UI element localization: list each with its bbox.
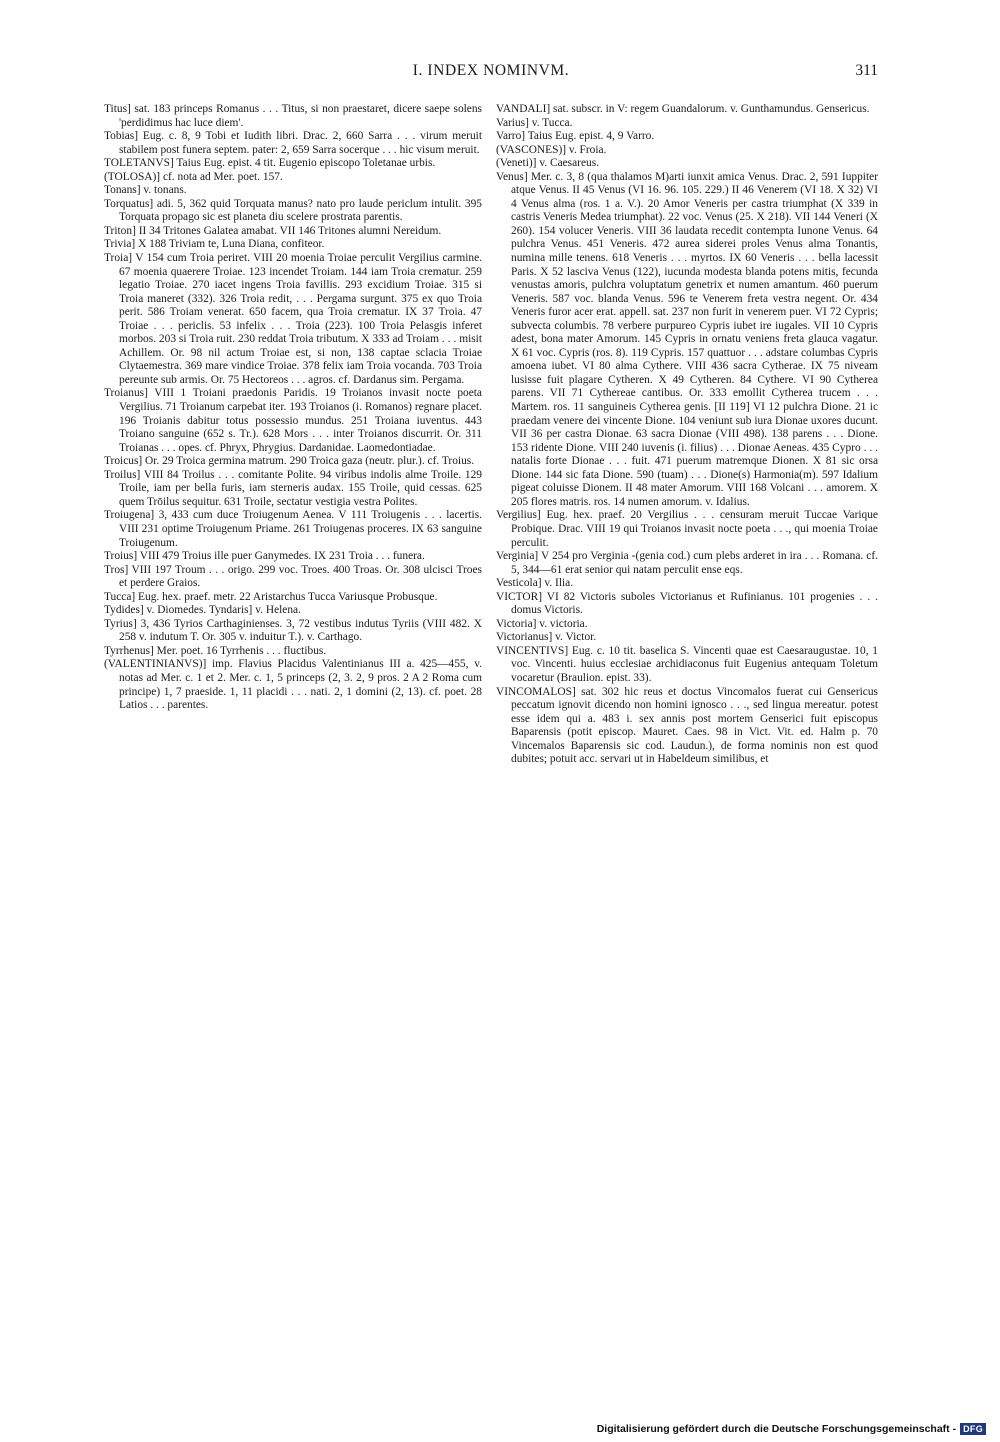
index-entry: Troius] VIII 479 Troius ille puer Ganymedes. IX 231 Troia . . . funera. [104,550,425,563]
index-entry: Tonans] v. tonans. [104,184,187,197]
index-entry: VANDALI] sat. subscr. in V: regem Guandalorum. v. Gunthamundus. Gensericus. [496,103,870,115]
index-entry: Venus] Mer. c. 3, 8 (qua thalamos M)arti iunxit amica Venus. Drac. 2, 591 Iuppiter atque Venus. II 45 Venus (VI 16. 96. 105. 229.) II 46 Venerem (VI 18. X 32) VI 4 Venus alma (ros. 1 a. V.). 20 Amor Veneris per castra triumphat (X 339 in castris Veneris Medea triumphat). 22 voc. Venus (25. X 218). VII 144 Veneri (X 260). 154 volucer Veneris. VIII 36 laudata recedit contempta Iunone Venus. 64 pulchra Venus. 451 Veneris. 472 aurea siderei proles Venus alma Tonantis, numina mille tenens. 618 Veneris . . . myrtos. IX 60 Veneris . . . bella lacessit Paris. X 52 lasciva Venus (122), iucunda modesta blanda potens mitis, fecunda venustas amoris, pulchra voluptatum genetrix et numen amantum. 460 puerum Veneris. 587 voc. blanda Venus. 596 te Venerem freta vestra negent. Or. 434 Veneris furor acer erat. appell. sat. 237 non furit in venerem puer. VI 72 Cypris; subvecta columbis. 78 verbere purpureo Cypris iubet ire iugales. VII 10 Cypris adest, bona mater Amorum. 145 Cypris in ornatu veniens freta glauca vagatur. X 61 voc. Cypris (ros. 8). 119 Cypris. 157 quattuor . . . adstare columbas Cypris amoena iubet. VI 80 alma Cythere. VIII 436 sacra Cytherae. IX 75 niveam lusisse fuit plagare Cytheren. X 49 Cytheren. 84 Cythere. VI 90 Cytherea parens. VII 71 Cythereae cantibus. Or. 333 emollit Cytherea trucem . . . Martem. ros. 11 sanguineis Cytherea genis. [II 119] VI 12 pulchra Dione. 21 ic praedam venere dei vincente Dione. 104 veniunt sub iura Dionae uxores ducunt. VII 36 per castra Dionae. 63 sacra Dionae (VIII 498). 138 parens . . . Dione. 153 ridente Dione. VIII 240 iuvenis (i. filius) . . . Dionae Aeneas. 435 Cypro . . . natalis forte Dionae . . . fuit. 471 puerum matremque Dionen. X 81 sic orsa Dione. 144 sic fata Dione. 590 (tuam) . . . Dione(s) Harmonia(m). 597 Idalium pigeat coluisse Dionem. II 48 mater Amorum. VIII 168 Volcani . . . amorem. X 205 flores matris. ros. 14 numen amorum. v. Idalius. [496,170,878,508]
index-entry: Tyrius] 3, 436 Tyrios Carthaginienses. 3, 72 vestibus indutus Tyriis (VIII 482. X 258 v. indutum T. Or. 305 v. induitur T.). v. Carthago. [104,617,482,644]
index-entry: Tucca] Eug. hex. praef. metr. 22 Aristarchus Tucca Variusque Probusque. [104,590,438,603]
index-entry: Tobias] Eug. c. 8, 9 Tobi et Iudith libri. Drac. 2, 660 Sarra . . . virum meruit stabilem post funera septem. pater: 2, 659 Sarra socerque . . . hic visum meruit. [104,130,482,156]
index-entry: (TOLOSA)] cf. nota ad Mer. poet. 157. [104,170,283,183]
index-entry: Victoria] v. victoria. [496,617,588,630]
index-entry: Varro] Taius Eug. epist. 4, 9 Varro. [496,130,655,143]
page-title: I. INDEX NOMINVM. [412,62,570,79]
index-entry: TOLETANVS] Taius Eug. epist. 4 tit. Eugenio episcopo Toletanae urbis. [104,157,436,170]
index-entry: Verginia] V 254 pro Verginia -(genia cod.) cum plebs arderet in ira . . . Romana. cf. 5, 344—61 erat senior qui natam perculit ense eqs. [496,550,878,576]
page-number: 311 [855,62,878,79]
page-header [104,62,878,86]
footer-text: Digitalisierung gefördert durch die Deutsche Forschungsgemeinschaft - [596,1423,957,1435]
index-entry: Troia] V 154 cum Troia periret. VIII 20 moenia Troiae perculit Vergilius carmine. 67 moenia quaerere Troiae. 123 incendet Troiam. 144 iam Troia crematur. 259 legatio Troiae. 270 iacet ingens Troia favillis. 293 excidium Troiae. 315 si Troia maneret (332). 326 Troia redit, . . . Pergama surgunt. 375 ex quo Troia perit. 586 Troiam venerat. 650 facem, qua Troia crematur. IX 37 Troia. 47 Troiae . . . periclis. 53 infelix . . . Troia (223). 100 Troia Pelasgis inferet morbos. 203 si Troia ruit. 230 reddat Troia tributum. X 333 ad Troiam . . . misit Achillem. Or. 98 nil actum Troiae est, si non, 138 captae sclacia Troiae Clytaemestra. 369 mare vindice Troiae. 378 felix iam Troia vocanda. 703 Troia pereunte sub armis. Or. 75 Hectoreos . . . agros. cf. Dardanus sim. Pergama. [104,252,482,386]
footer [597,1423,986,1435]
index-entry: VICTOR] VI 82 Victoris suboles Victorianus et Rufinianus. 101 progenies . . . domus Victoris. [496,590,878,617]
index-entry: (VALENTINIANVS)] imp. Flavius Placidus Valentinianus III a. 425—455, v. notas ad Mer. c. 1 et 2. Mer. c. 1, 5 princeps (2, 3. 2, 9 pros. 2 A 2 Roma cum principe) 1, 7 praeside. 1, 11 placidi . . . nati. 2, 1 domini (2, 13). cf. poet. 28 Latios . . . parentes. [104,658,482,712]
index-entry: (Veneti)] v. Caesareus. [496,157,599,170]
index-entry: Tros] VIII 197 Troum . . . origo. 299 voc. Troes. 400 Troas. Or. 308 ulcisci Troes et perdere Graios. [104,563,482,590]
index-entry: VINCOMALOS] sat. 302 hic reus et doctus Vincomalos fuerat cui Gensericus peccatum ignovit dicendo non homini ignosco . . ., sed lingua mereatur. potest esse idem qui a. 483 i. sex annis post mortem Genserici fuit episcopus Baparensis (potit episcop. Mauret. Caes. 98 in Vict. Vit. ed. Halm p. 70 Vincemalos Baparensis sic cod. Laudun.), de forma nominis non est quod dubites; potuit acc. servari ut in Habeldeum similibus, et [496,685,878,766]
index-entry: Troiugena] 3, 433 cum duce Troiugenum Aenea. V 111 Troiugenis . . . lacertis. VIII 231 optime Troiugenum Priame. 261 Troiugenas proceres. IX 63 sanguine Troiugenum. [104,509,482,549]
index-entry: Troicus] Or. 29 Troica germina matrum. 290 Troica gaza (neutr. plur.). cf. Troius. [104,455,475,468]
index-entry: Troilus] VIII 84 Troilus . . . comitante Polite. 94 viribus indolis alme Troile. 129 Troile, iam per bella furis, iam sterneris audax. 155 Troile, quid cessas. 625 quem Trōilus sequitur. 631 Troile, sectatur vestigia vestra Polites. [104,468,482,508]
index-entry: Tydides] v. Diomedes. Tyndaris] v. Helena. [104,604,301,617]
dfg-logo: DFG [960,1423,986,1435]
index-entry: Vesticola] v. Ilia. [496,577,574,590]
index-entry: Varius] v. Tucca. [496,116,573,129]
index-entry: Trivia] X 188 Triviam te, Luna Diana, confiteor. [104,238,325,251]
right-column [496,103,878,767]
left-column [104,103,482,713]
index-entry: (VASCONES)] v. Froia. [496,143,607,156]
index-entry: Troianus] VIII 1 Troiani praedonis Paridis. 19 Troianos invasit nocte poeta Vergilius. 71 Troianum carpebat iter. 193 Troianos (i. Romanos) regnare placet. 196 Troianis dabitur totus possessio mundus. 251 Troiana iuventus. 443 Troiano sanguine (652 s. Tr.). 628 Mors . . . inter Troianos discurrit. Or. 311 Troianas . . . opes. cf. Phryx, Phrygius. Dardanidae. Laomedontiadae. [104,387,482,454]
index-entry: Victorianus] v. Victor. [496,631,597,644]
index-entry: Triton] II 34 Tritones Galatea amabat. VII 146 Tritones alumni Nereidum. [104,224,442,237]
index-entry: Torquatus] adi. 5, 362 quid Torquata manus? nato pro laude periclum intulit. 395 Torquata propago sic est planeta diu scelere prostrata parentis. [104,197,482,224]
index-entry: Vergilius] Eug. hex. praef. 20 Vergilius . . . censuram meruit Tuccae Varique Probique. Drac. VIII 19 qui Troianos invasit nocte poeta . . ., qui moenia Troiae perculit. [496,509,878,549]
index-entry: Tyrrhenus] Mer. poet. 16 Tyrrhenis . . . fluctibus. [104,644,327,657]
index-entry: Titus] sat. 183 princeps Romanus . . . Titus, si non praestaret, dicere saepe solens 'perdidimus hac luce diem'. [104,103,482,129]
index-entry: VINCENTIVS] Eug. c. 10 tit. baselica S. Vincenti quae est Caesaraugustae. 10, 1 voc. Vincenti. huius ecclesiae archidiaconus fuit Eugenius antequam Toletum vocaretur (Braulion. epist. 33). [496,644,878,684]
